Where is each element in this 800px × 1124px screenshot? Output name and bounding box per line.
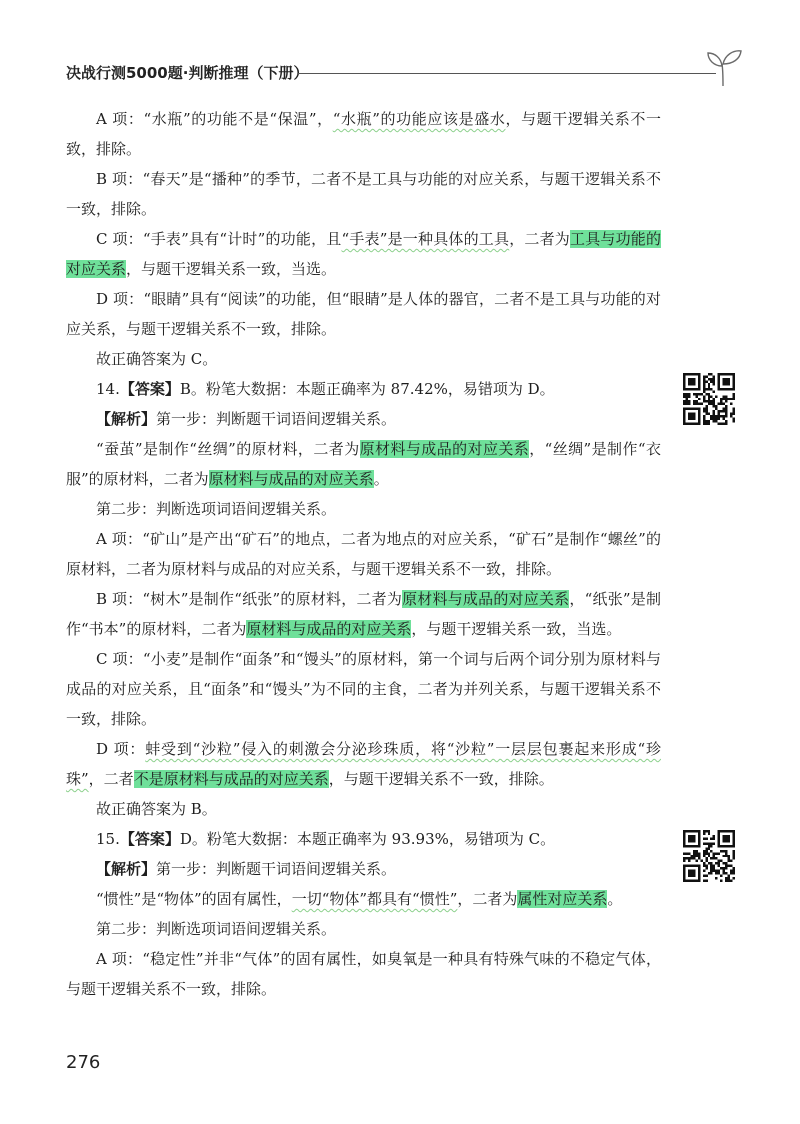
q15-answer-line: 15.【答案】D。粉笔大数据：本题正确率为 93.93%，易错项为 C。 <box>96 830 556 848</box>
q13-option-a: A 项：“水瓶”的功能不是“保温”，“水瓶”的功能应该是盛水，与题干逻辑关系不一致，排除。 <box>66 110 661 158</box>
q15-stem: “惯性”是“物体”的固有属性，一切“物体”都具有“惯性”，二者为属性对应关系。 <box>96 890 623 908</box>
header-rule <box>298 73 716 74</box>
q15-analysis-line: 【解析】第一步：判断题干词语间逻辑关系。 <box>96 860 397 878</box>
q13-answer: 故正确答案为 C。 <box>96 350 218 368</box>
q15-step2: 第二步：判断选项词语间逻辑关系。 <box>96 920 337 938</box>
q14-option-b: B 项：“树木”是制作“纸张”的原材料，二者为原材料与成品的对应关系，“纸张”是制作“书本”的原材料，二者为原材料与成品的对应关系，与题干逻辑关系一致，当选。 <box>66 590 661 638</box>
q13-option-d: D 项：“眼睛”具有“阅读”的功能，但“眼睛”是人体的器官，二者不是工具与功能的对应关系，与题干逻辑关系不一致，排除。 <box>66 290 661 338</box>
q14-answer-line: 14.【答案】B。粉笔大数据：本题正确率为 87.42%，易错项为 D。 <box>96 380 555 398</box>
q14-stem: “蚕茧”是制作“丝绸”的原材料，二者为原材料与成品的对应关系，“丝绸”是制作“衣服”的原材料，二者为原材料与成品的对应关系。 <box>66 440 661 488</box>
sprout-icon <box>700 42 746 88</box>
qr-code-q15[interactable] <box>683 830 735 882</box>
q14-analysis-line: 【解析】第一步：判断题干词语间逻辑关系。 <box>96 410 397 428</box>
q14-option-c: C 项：“小麦”是制作“面条”和“馒头”的原材料，第一个词与后两个词分别为原材料与成品的对应关系，且“面条”和“馒头”为不同的主食，二者为并列关系，与题干逻辑关系不一致，排除。 <box>66 650 661 728</box>
qr-code-q14[interactable] <box>683 373 735 425</box>
page-header <box>66 58 746 88</box>
q14-option-d: D 项：蚌受到“沙粒”侵入的刺激会分泌珍珠质，将“沙粒”一层层包裹起来形成“珍珠”，二者不是原材料与成品的对应关系，与题干逻辑关系不一致，排除。 <box>66 740 661 788</box>
q14-answer: 故正确答案为 B。 <box>96 800 217 818</box>
book-title: 决战行测5000题·判断推理（下册） <box>66 64 309 82</box>
page-number: 276 <box>66 1052 101 1073</box>
q13-option-b: B 项：“春天”是“播种”的季节，二者不是工具与功能的对应关系，与题干逻辑关系不一致，排除。 <box>66 170 661 218</box>
q15-option-a: A 项：“稳定性”并非“气体”的固有属性，如臭氧是一种具有特殊气味的不稳定气体，与题干逻辑关系不一致，排除。 <box>66 950 661 998</box>
q14-option-a: A 项：“矿山”是产出“矿石”的地点，二者为地点的对应关系，“矿石”是制作“螺丝”的原材料，二者为原材料与成品的对应关系，与题干逻辑关系不一致，排除。 <box>66 530 661 578</box>
q13-option-c: C 项：“手表”具有“计时”的功能，且“手表”是一种具体的工具，二者为工具与功能的对应关系，与题干逻辑关系一致，当选。 <box>66 230 661 278</box>
main-content <box>66 104 661 1004</box>
q14-step2: 第二步：判断选项词语间逻辑关系。 <box>96 500 337 518</box>
